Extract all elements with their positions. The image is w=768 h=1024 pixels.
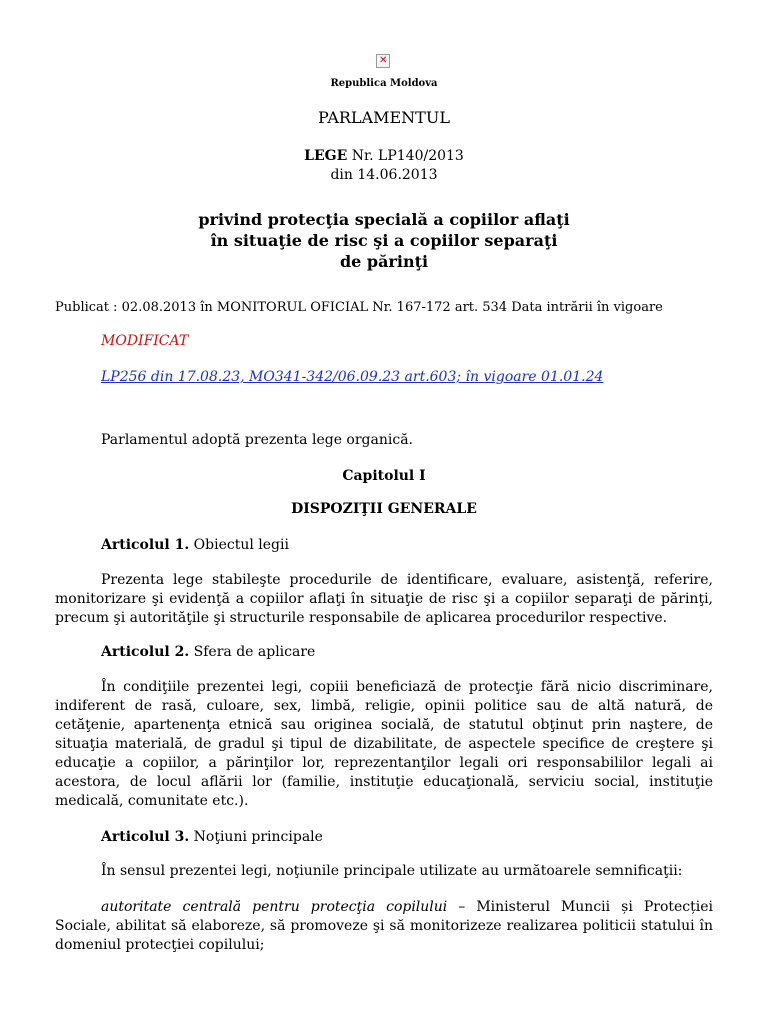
adoption-statement: Parlamentul adoptă prezenta lege organică. [101,432,413,448]
modified-label: MODIFICAT [101,333,189,349]
article-paragraph: În sensul prezentei legi, noţiunile principale utilizate au următoarele semnificaţii: [101,863,683,879]
definition-term: autoritate centrală pentru protecţia copilului [101,899,448,915]
article-label: Articolul 1. [101,537,190,553]
article-paragraph: În condiţiile prezentei legi, copiii beneficiază de protecţie fără nicio discriminare, indiferent de rasă, culoare, sex, limbă, religie, opinii politice sau de altă natură, de cetăţenie, apartenenţa etnică sau originea socială, de statutul obţinut prin naştere, de situaţia materială, de gradul şi tipul de dizabilitate, de aspectele specifice de creştere şi educaţie a copiilor, a părinţilor lor, reprezentanţilor legali ori responsabililor legali ai acestora, de locul aflării lor (familie, instituţie educaţională, serviciu social, instituţie medicală, comunitate etc.). [55,679,713,809]
article-heading [101,537,289,553]
country-name: Republica Moldova [330,78,438,89]
article-title: Obiectul legii [189,537,289,553]
article-label: Articolul 3. [101,829,190,845]
law-title-line: în situaţie de risc şi a copiilor separaţi [210,231,558,250]
law-title-line: de părinţi [339,252,429,271]
article-heading [101,644,315,660]
article-label: Articolul 2. [101,644,190,660]
law-label: LEGE [304,148,348,164]
definition-paragraph [55,898,713,955]
publication-info: Publicat : 02.08.2013 în MONITORUL OFICIAL Nr. 167-172 art. 534 Data intrării în vigoare [55,300,663,315]
chapter-number: Capitolul I [342,468,426,484]
article-title: Noţiuni principale [189,829,323,845]
chapter-title: DISPOZIŢII GENERALE [291,501,477,517]
law-number-line [0,148,768,164]
law-title [0,209,768,272]
article-heading [101,829,323,845]
definition-text: – Ministerul Muncii și Protecției Sociale, abilitat să elaboreze, să promoveze şi să monitorizeze realizarea politicii statului în domeniul protecţiei copilului; [55,899,713,953]
institution-name: PARLAMENTUL [318,108,450,127]
amendment-link[interactable]: LP256 din 17.08.23, MO341-342/06.09.23 art.603; în vigoare 01.01.24 [101,369,604,385]
law-number: Nr. LP140/2013 [347,148,464,164]
article-title: Sfera de aplicare [189,644,316,660]
law-date: din 14.06.2013 [330,167,438,183]
article-paragraph: Prezenta lege stabileşte procedurile de identificare, evaluare, asistenţă, referire, monitorizare şi evidenţă a copiilor aflaţi în situaţie de risc şi a copiilor separaţi de părinţi, precum şi autorităţile şi structurile responsabile de aplicarea procedurilor respective. [55,572,713,626]
law-title-line: privind protecţia specială a copiilor aflaţi [198,210,570,229]
broken-image-icon: ✕ [376,54,390,68]
